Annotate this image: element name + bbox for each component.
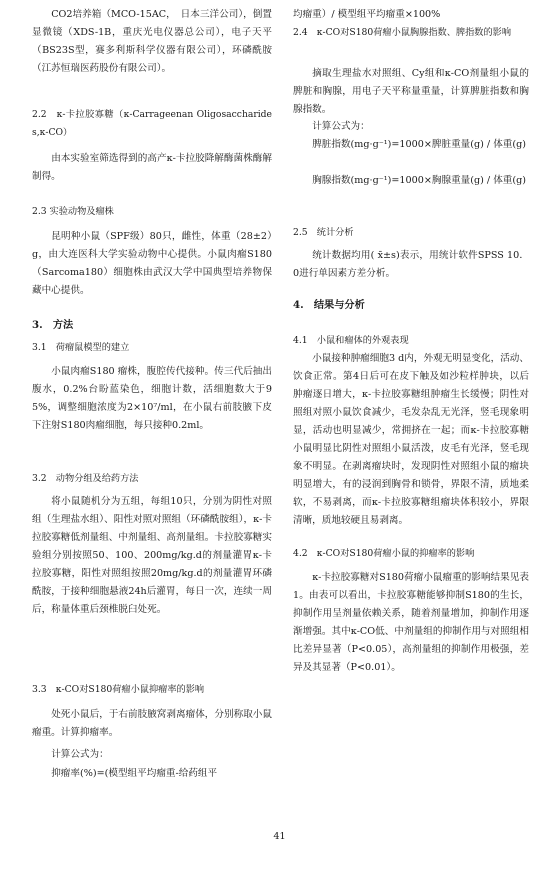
section-4-1-paragraph: 小鼠接种肿瘤细胞3 d内，外观无明显变化，活动、饮食正常。第4日后可在皮下触及如沙粒样肿块，以后肿瘤逐日增大，κ-卡拉胶寡糖组肿瘤生长缓慢；阴性对照组对照小鼠饮食减少，毛发杂乱无光泽，竖毛现象明显，活动也明显减少，常拥挤在一起；而κ-卡拉胶寡糖小鼠明显比阴性对照组小鼠活泼，皮毛有光泽，竖毛现象不明显。在剥离瘤块时，发现阴性对照组小鼠的瘤块明显增大，有的浸润到胸骨和锁骨，界限不清，质地柔软，不易剥离，而κ-卡拉胶寡糖组瘤块体积较小，界限清晰，质地较硬且易剥离。	[293, 353, 529, 526]
section-3-2-paragraph: 将小鼠随机分为五组，每组10只，分别为阴性对照组（生理盐水组）、阳性对照对照组（环磷酰胺组），κ-卡拉胶寡糖低剂量组、中剂量组、高剂量组。卡拉胶寡糖实验组分别按照50、100、200mg/kg.d的剂量灌胃κ-卡拉胶寡糖，阳性对照组按照20mg/kg.d的剂量灌胃环磷酰胺，于接种细胞悬液24h后灌胃，每日一次，连续一周后，称量体重后颈椎脱臼处死。	[32, 496, 272, 615]
section-2-2-heading: 2.2 κ-卡拉胶寡糖（κ-Carrageenan Oligosaccharides,κ-CO）	[32, 109, 272, 138]
section-3-1-paragraph: 小鼠肉瘤S180 瘤株，腹腔传代接种。传三代后抽出腹水，0.2%台盼蓝染色，细胞计数，活细胞数大于95%，调整细胞浓度为2×10⁷/ml，在小鼠右前肢腋下皮下注射S180肉瘤细胞，每只接种0.2ml。	[32, 366, 272, 431]
spleen-index-formula: 脾脏指数(mg·g⁻¹)=1000×脾脏重量(g) / 体重(g)	[312, 139, 527, 150]
section-4-heading: 4. 结果与分析	[293, 299, 365, 311]
tumor-inhibition-formula: 抑瘤率(%)=(模型组平均瘤重-给药组平	[51, 768, 218, 779]
section-2-4-paragraph: 摘取生理盐水对照组、Cy组和κ-CO剂量组小鼠的脾脏和胸腺，用电子天平称量重量，计算脾脏指数和胸腺指数。	[293, 68, 529, 115]
section-4-1-heading: 4.1 小鼠和瘤体的外观表现	[293, 335, 409, 346]
section-4-2-paragraph: κ-卡拉胶寡糖对S180荷瘤小鼠瘤重的影响结果见表1。由表可以看出，卡拉胶寡糖能够抑制S180的生长，抑制作用呈剂量依赖关系，随着剂量增加，抑制作用逐渐增强。其中κ-CO低、中剂量组的抑制作用与对照组相比差异显著（P<0.05），高剂量组的抑制作用极强，差异及其显著（P<0.01）。	[293, 572, 529, 673]
section-2-3-heading: 2.3 实验动物及瘤株	[32, 206, 114, 217]
section-4-2-heading: 4.2 κ-CO对S180荷瘤小鼠的抑瘤率的影响	[293, 548, 475, 559]
section-2-5-heading: 2.5 统计分析	[293, 227, 354, 238]
formula-intro: 计算公式为：	[51, 749, 109, 760]
section-2-4-heading: 2.4 κ-CO对S180荷瘤小鼠胸腺指数、脾指数的影响	[293, 27, 512, 38]
section-3-3-heading: 3.3 κ-CO对S180荷瘤小鼠抑瘤率的影响	[32, 684, 205, 695]
section-2-2-paragraph: 由本实验室筛选得到的高产κ-卡拉胶降解酶菌株酶解制得。	[32, 153, 272, 182]
section-3-heading: 3. 方法	[32, 319, 74, 331]
thymus-index-formula: 胸腺指数(mg·g⁻¹)=1000×胸腺重量(g) / 体重(g)	[312, 175, 527, 186]
formula-intro-2: 计算公式为：	[312, 121, 370, 132]
section-2-5-paragraph: 统计数据均用( x̄±s)表示，用统计软件SPSS 10．0进行单因素方差分析。	[293, 250, 529, 279]
page-number: 41	[273, 831, 286, 842]
section-3-3-paragraph: 处死小鼠后，于右前肢腋窝剥离瘤体，分别称取小鼠瘤重。计算抑瘤率。	[32, 709, 272, 738]
section-3-2-heading: 3.2 动物分组及给药方法	[32, 473, 139, 484]
section-3-1-heading: 3.1 荷瘤鼠模型的建立	[32, 342, 130, 353]
formula-continuation: 均瘤重）/ 模型组平均瘤重×100%	[293, 9, 441, 20]
materials-paragraph: CO2培养箱（MCO-15AC， 日本三洋公司），倒置显微镜（XDS-1B，重庆光电仪器总公司），电子天平（BS23S型，赛多利斯科学仪器有限公司），环磷酰胺（江苏恒瑞医药股份有限公司）。	[32, 9, 272, 74]
section-2-3-paragraph: 昆明种小鼠（SPF级）80只，雌性，体重（28±2）g，由大连医科大学实验动物中心提供。小鼠肉瘤S180（Sarcoma180）细胞株由武汉大学中国典型培养物保藏中心提供。	[32, 231, 272, 296]
